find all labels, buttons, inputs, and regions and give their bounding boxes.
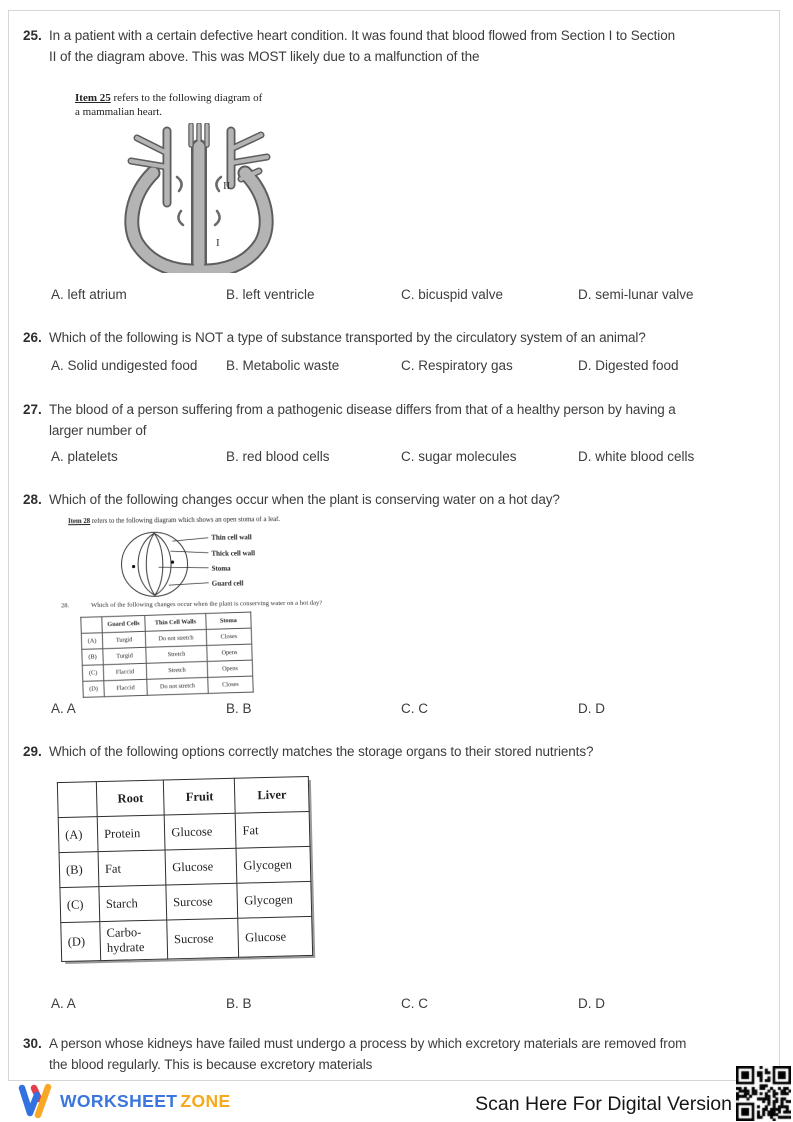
- option-b: B. red blood cells: [226, 449, 330, 464]
- question-28-options: [9, 701, 779, 719]
- cell: Opens: [207, 660, 252, 677]
- caption-text: refers to the following diagram of: [110, 92, 263, 104]
- cell: Glycogen: [237, 881, 311, 918]
- option-a: A. A: [51, 996, 76, 1011]
- question-text-line: larger number of: [49, 423, 147, 438]
- cell: Surcose: [166, 883, 238, 920]
- figure-caption: [75, 91, 305, 119]
- cell: (D): [61, 922, 101, 962]
- option-c: C. Respiratory gas: [401, 358, 513, 373]
- question-text: [49, 399, 676, 441]
- option-d: D. white blood cells: [578, 449, 695, 464]
- table-row: [61, 916, 313, 961]
- cell: (A): [58, 817, 98, 853]
- cell: Do not stretch: [147, 677, 208, 695]
- question-25-options: [9, 287, 779, 305]
- question-text: [49, 741, 593, 762]
- option-c: C. sugar molecules: [401, 449, 517, 464]
- brand-word-zone: ZONE: [180, 1090, 231, 1111]
- option-d: D. Digested food: [578, 358, 679, 373]
- question-text-line: A person whose kidneys have failed must undergo a process by which excretory materials are removed from: [49, 1036, 687, 1051]
- question-number: 26.: [23, 330, 42, 345]
- cell: Fat: [98, 850, 166, 887]
- cell: Closes: [208, 676, 253, 693]
- option-c: C. C: [401, 996, 428, 1011]
- scanned-question-number: 28.: [60, 602, 70, 610]
- cell: Fat: [236, 811, 310, 848]
- header-stoma: Stoma: [206, 612, 251, 629]
- option-b: B. Metabolic waste: [226, 358, 340, 373]
- stoma-figure: [58, 514, 323, 699]
- heart-diagram-svg: [119, 123, 279, 273]
- cell: Starch: [99, 885, 167, 922]
- scanned-question-text: [61, 600, 322, 610]
- cell: (D): [83, 681, 104, 698]
- brand-name: [60, 1091, 231, 1112]
- cell: Glucose: [164, 813, 236, 850]
- heart-label-section-ii: II: [223, 180, 231, 192]
- question-26-options: [9, 358, 779, 376]
- question-text: [49, 1033, 686, 1075]
- cell: (C): [60, 887, 100, 923]
- cell: Flaccid: [104, 679, 147, 696]
- cell: Turgid: [102, 631, 145, 648]
- cell: Sucrose: [167, 918, 239, 959]
- question-27: [23, 399, 676, 441]
- thick-wall-dot: [132, 565, 135, 568]
- question-28: [23, 489, 560, 510]
- question-text-line: Which of the following is NOT a type of substance transported by the circulatory system of an animal?: [49, 330, 646, 345]
- question-number: 27.: [23, 402, 42, 417]
- brand-mark-icon: [18, 1083, 52, 1119]
- brand-word-worksheet: WORKSHEET: [60, 1090, 178, 1111]
- option-a: A. A: [51, 701, 76, 716]
- option-c: C. bicuspid valve: [401, 287, 504, 302]
- caption-text: a mammalian heart.: [75, 106, 163, 118]
- question-25: [23, 25, 675, 67]
- header-guard-cells: Guard Cells: [102, 615, 145, 632]
- stoma-diagram-svg: [116, 527, 292, 601]
- question-29-options: [9, 996, 779, 1014]
- item-reference: Item 25: [75, 92, 111, 104]
- question-text-line: II of the diagram above. This was MOST likely due to a malfunction of the: [49, 49, 480, 64]
- qr-code: [736, 1066, 791, 1121]
- cell: Closes: [206, 628, 251, 645]
- option-a: A. platelets: [51, 449, 118, 464]
- question-26: [23, 327, 646, 348]
- label-guard-cell: Guard cell: [211, 579, 244, 588]
- cell: Protein: [97, 815, 165, 852]
- cell: Glycogen: [236, 846, 310, 883]
- cell: Glucose: [165, 848, 237, 885]
- heart-diagram: [119, 123, 279, 278]
- header-liver: Liver: [235, 776, 309, 813]
- cell: Opens: [207, 644, 252, 661]
- nutrients-figure: [51, 769, 311, 987]
- question-text-line: In a patient with a certain defective heart condition. It was found that blood flowed from Section I to Section: [49, 28, 676, 43]
- stoma-table: [80, 612, 253, 698]
- option-a: A. left atrium: [51, 287, 127, 302]
- label-stoma: Stoma: [211, 564, 231, 573]
- question-text-line: the blood regularly. This is because excretory materials: [49, 1057, 373, 1072]
- option-d: D. D: [578, 701, 605, 716]
- question-29: [23, 741, 593, 762]
- cell: (B): [82, 649, 103, 666]
- question-27-options: [9, 449, 779, 467]
- header-root: Root: [96, 780, 164, 817]
- worksheet-page: [8, 10, 780, 1081]
- cell: (B): [59, 852, 99, 888]
- stoma-diagram: [116, 527, 292, 606]
- scanned-question-line: Which of the following changes occur when the plant is conserving water on a hot day?: [90, 599, 323, 609]
- cell: Glucose: [238, 916, 312, 957]
- figure-caption: [68, 516, 280, 525]
- label-thick-cell-wall: Thick cell wall: [211, 549, 256, 558]
- header-thin-cell-walls: Thin Cell Walls: [145, 613, 206, 631]
- cell: (A): [81, 633, 102, 650]
- question-30: [23, 1033, 686, 1075]
- cell: (C): [82, 665, 103, 682]
- question-text: [49, 25, 675, 67]
- header-blank: [57, 782, 97, 818]
- cell: Stretch: [146, 661, 207, 679]
- heart-label-section-i: I: [216, 237, 220, 249]
- option-c: C. C: [401, 701, 428, 716]
- question-number: 28.: [23, 492, 42, 507]
- question-text-line: Which of the following options correctly matches the storage organs to their stored nutrients?: [49, 744, 594, 759]
- caption-text: refers to the following diagram which shows an open stoma of a leaf.: [90, 516, 281, 525]
- question-number: 30.: [23, 1036, 42, 1051]
- scan-here-text: Scan Here For Digital Version: [475, 1093, 732, 1115]
- question-number: 29.: [23, 744, 42, 759]
- question-text: [49, 489, 560, 510]
- option-b: B. B: [226, 996, 252, 1011]
- heart-figure: [63, 87, 309, 277]
- cell: Carbo- hydrate: [100, 920, 168, 961]
- question-text-line: Which of the following changes occur when the plant is conserving water on a hot day?: [49, 492, 560, 507]
- question-text: [49, 327, 646, 348]
- question-text-line: The blood of a person suffering from a pathogenic disease differs from that of a healthy person by having a: [49, 402, 676, 417]
- header-fruit: Fruit: [164, 778, 236, 815]
- cell: Flaccid: [103, 663, 146, 680]
- option-b: B. B: [226, 701, 252, 716]
- label-thin-cell-wall: Thin cell wall: [211, 533, 252, 542]
- option-d: D. D: [578, 996, 605, 1011]
- header-blank: [81, 617, 102, 634]
- cell: Stretch: [146, 645, 207, 663]
- nutrients-table: [57, 776, 313, 962]
- option-a: A. Solid undigested food: [51, 358, 198, 373]
- option-b: B. left ventricle: [226, 287, 315, 302]
- option-d: D. semi-lunar valve: [578, 287, 694, 302]
- item-reference: Item 28: [68, 517, 91, 526]
- cell: Do not stretch: [145, 629, 206, 647]
- cell: Turgid: [103, 647, 146, 664]
- question-number: 25.: [23, 28, 42, 43]
- worksheetzone-logo: [18, 1083, 231, 1119]
